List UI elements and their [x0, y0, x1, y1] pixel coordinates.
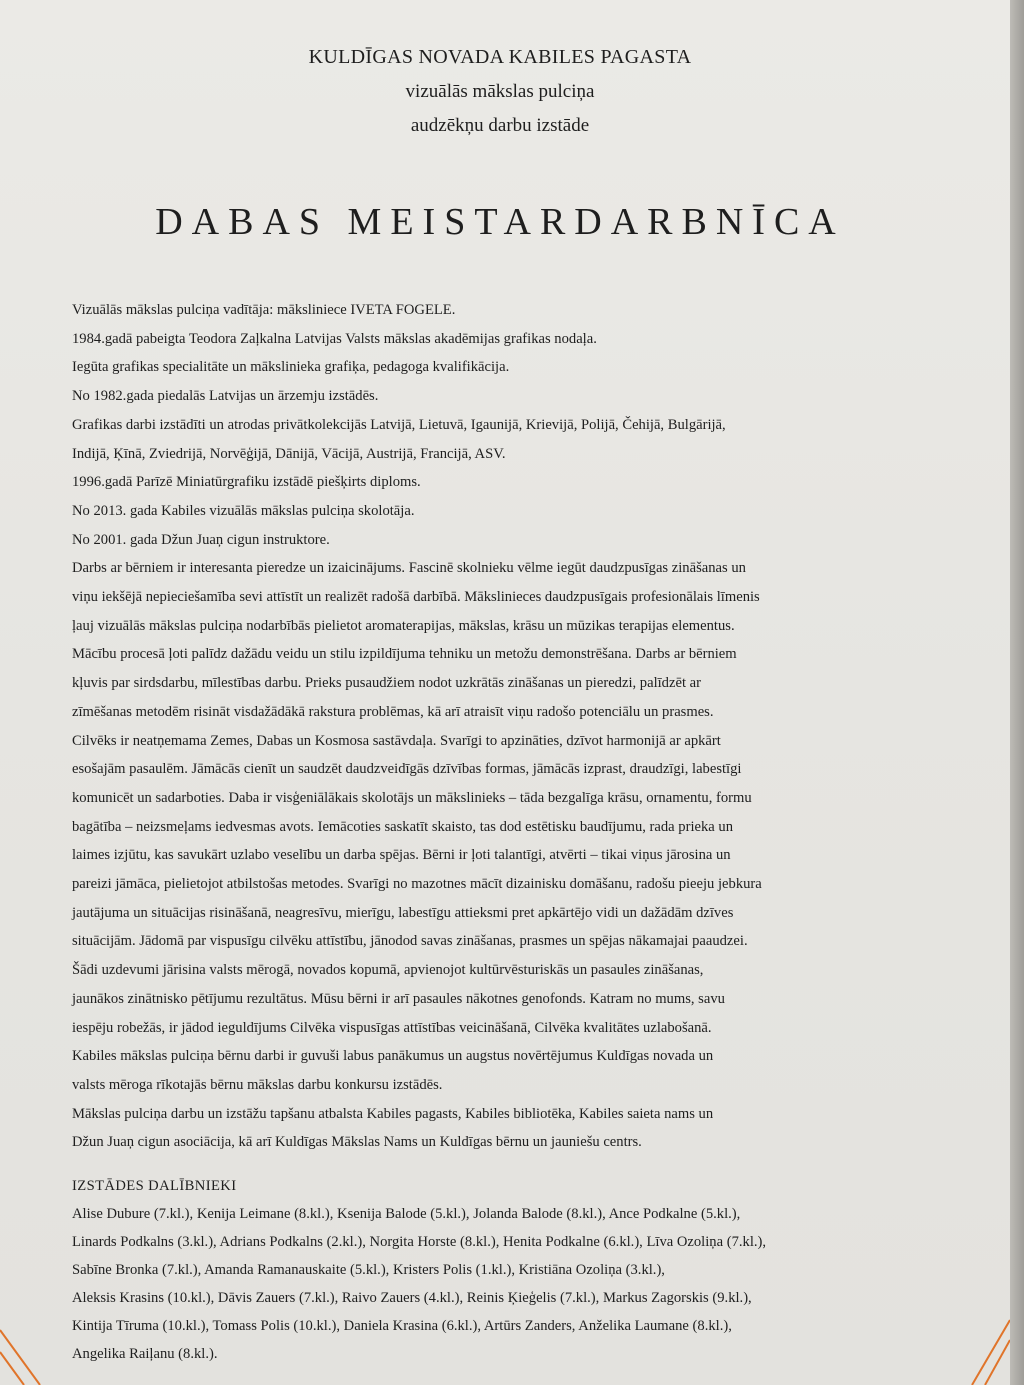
participants-heading: IZSTĀDES DALĪBNIEKI — [72, 1178, 237, 1194]
body-line: bagātība – neizsmeļams iedvesmas avots. Iemācoties saskatīt skaisto, tas dod estētisku baudījumu, rada prieka un — [72, 818, 734, 835]
header — [0, 46, 1000, 149]
body-line: Šādi uzdevumi jārisina valsts mērogā, novados kopumā, apvienojot kultūrvēsturiskās un pasaules zināšanas, — [72, 962, 704, 979]
body-line: ļauj vizuālās mākslas pulciņa nodarbībās pielietot aromaterapijas, mākslas, krāsu un mūzikas terapijas elementus. — [72, 617, 735, 634]
body-line: Indijā, Ķīnā, Zviedrijā, Norvēģijā, Dānijā, Vācijā, Austrijā, Francijā, ASV. — [72, 445, 506, 462]
participants-section — [72, 1172, 952, 1368]
body-line: No 2001. gada Džun Juaņ cigun instruktore. — [72, 531, 330, 548]
participants-list — [72, 1200, 952, 1368]
body-line: Mācību procesā ļoti palīdz dažādu veidu un stilu izpildījuma tehniku un metožu demonstrēšana. Darbs ar bērniem — [72, 646, 737, 663]
header-line-1: KULDĪGAS NOVADA KABILES PAGASTA — [308, 46, 692, 68]
participant-line: Kintija Tīruma (10.kl.), Tomass Polis (10.kl.), Daniela Krasina (6.kl.), Artūrs Zanders, Anželika Laumane (8.kl.), — [72, 1318, 732, 1334]
orange-corner-line — [0, 1330, 40, 1385]
body-line: Cilvēks ir neatņemama Zemes, Dabas un Kosmosa sastāvdaļa. Svarīgi to apzināties, dzīvot harmonijā ar apkārt — [72, 732, 721, 749]
body-line: zīmēšanas metodēm risināt visdažādākā rakstura problēmas, kā arī atraisīt viņu radošo potenciālu un prasmes. — [72, 703, 714, 720]
body-text — [72, 296, 952, 1157]
body-line: esošajām pasaulēm. Jāmācās cienīt un saudzēt daudzveidīgās dzīvības formas, jāmācās izprast, draudzīgi, labestīgi — [72, 761, 742, 778]
body-line: komunicēt un sadarboties. Daba ir visģeniālākais skolotājs un mākslinieks – tāda bezgalīga krāsu, ornamentu, formu — [72, 789, 752, 806]
orange-corner-line — [972, 1320, 1010, 1385]
body-line: Kabiles mākslas pulciņa bērnu darbi ir guvuši labus panākumus un augstus novērtējumus Kuldīgas novada un — [72, 1048, 714, 1065]
body-line: viņu iekšējā nepieciešamība sevi attīstīt un realizēt radošā darbībā. Mākslinieces daudzpusīgais profesionālais līmenis — [72, 589, 760, 606]
body-line: laimes izjūtu, kas savukārt uzlabo veselību un darba spējas. Bērni ir ļoti talantīgi, atvērti – tikai viņus jārosina un — [72, 847, 731, 864]
participant-line: Alise Dubure (7.kl.), Kenija Leimane (8.kl.), Ksenija Balode (5.kl.), Jolanda Balode (8.kl.), Ance Podkalne (5.kl.), — [72, 1206, 741, 1222]
header-line-3: audzēkņu darbu izstāde — [410, 115, 590, 136]
participant-line: Angelika Raiļanu (8.kl.). — [72, 1346, 218, 1362]
body-line: pareizi jāmāca, pielietojot atbilstošas metodes. Svarīgi no mazotnes mācīt dizainisku domāšanu, radošu pieeju jebkura — [72, 876, 762, 893]
participant-line: Aleksis Krasins (10.kl.), Dāvis Zauers (7.kl.), Raivo Zauers (4.kl.), Reinis Ķieģelis (7.kl.), Markus Zagorskis (9.kl.), — [72, 1290, 752, 1306]
body-line: 1996.gadā Parīzē Miniatūrgrafiku izstādē piešķirts diploms. — [72, 474, 421, 491]
body-line: No 1982.gada piedalās Latvijas un ārzemju izstādēs. — [72, 388, 379, 405]
orange-corner-line — [0, 1352, 24, 1385]
body-line: situācijām. Jādomā par vispusīgu cilvēku attīstību, jānodod savas zināšanas, prasmes un spējas nākamajai paaudzei. — [72, 933, 748, 950]
poster-title: DABAS MEISTARDARBNĪCA — [155, 201, 845, 243]
orange-corner-line — [985, 1340, 1010, 1385]
body-line: Darbs ar bērniem ir interesanta pieredze un izaicinājums. Fascinē skolnieku vēlme iegūt daudzpusīgas zināšanas un — [72, 560, 746, 577]
body-line: jaunākos zinātnisko pētījumu rezultātus. Mūsu bērni ir arī pasaules nākotnes genofonds. Katram no mums, savu — [72, 990, 725, 1007]
body-line: iespēju robežās, ir jādod ieguldījums Cilvēka vispusīgas attīstības veicināšanā, Cilvēka kvalitātes uzlabošanā. — [72, 1019, 712, 1036]
body-line: Džun Juaņ cigun asociācija, kā arī Kuldīgas Mākslas Nams un Kuldīgas bērnu un jauniešu centrs. — [72, 1134, 642, 1151]
body-line: kļuvis par sirdsdarbu, mīlestības darbu. Prieks pusaudžiem nodot uzkrātās zināšanas un pieredzi, palīdzēt ar — [72, 675, 701, 692]
body-line: valsts mēroga rīkotajās bērnu mākslas darbu konkursu izstādēs. — [72, 1076, 443, 1093]
body-line: No 2013. gada Kabiles vizuālās mākslas pulciņa skolotāja. — [72, 502, 415, 519]
header-line-2: vizuālās mākslas pulciņa — [405, 81, 595, 102]
body-line: Mākslas pulciņa darbu un izstāžu tapšanu atbalsta Kabiles pagasts, Kabiles bibliotēka, Kabiles saieta nams un — [72, 1105, 714, 1122]
body-line: jautājuma un situācijas risināšanā, neagresīvu, mierīgu, labestīgu attieksmi pret apkārtējo vidi un dažādām dzīves — [72, 904, 734, 921]
body-line: Grafikas darbi izstādīti un atrodas privātkolekcijās Latvijā, Lietuvā, Igaunijā, Krievijā, Polijā, Čehijā, Bulgārijā, — [72, 416, 726, 433]
board-edge — [1010, 0, 1024, 1385]
body-line: 1984.gadā pabeigta Teodora Zaļkalna Latvijas Valsts mākslas akadēmijas grafikas nodaļa. — [72, 330, 597, 347]
participant-line: Sabīne Bronka (7.kl.), Amanda Ramanauskaite (5.kl.), Kristers Polis (1.kl.), Kristiāna Ozoliņa (3.kl.), — [72, 1262, 665, 1278]
body-line: Vizuālās mākslas pulciņa vadītāja: māksliniece IVETA FOGELE. — [72, 302, 456, 318]
body-line: Iegūta grafikas specialitāte un mākslinieka grafiķa, pedagoga kvalifikācija. — [72, 359, 510, 376]
participant-line: Linards Podkalns (3.kl.), Adrians Podkalns (2.kl.), Norgita Horste (8.kl.), Henita Podkalne (6.kl.), Līva Ozoliņa (7.kl.), — [72, 1234, 767, 1250]
